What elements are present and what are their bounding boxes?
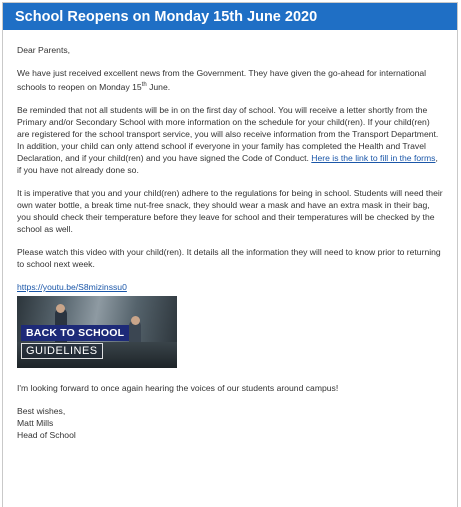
paragraph-regulations: It is imperative that you and your child(ren) adhere to the regulations for being in school. Students will need their own water bottle, a break time nut-free snack, they should wear a mask and have an extra mask in their bag, you should check their temperature before they leave for school and their temperatures will be checked by the school as well. [17, 187, 443, 234]
forms-link[interactable]: Here is the link to fill in the forms [311, 152, 436, 163]
email-header [3, 3, 457, 30]
thumbnail-figure-head [56, 304, 65, 313]
sender-name: Matt Mills [17, 417, 54, 428]
paragraph-reminder-text: Be reminded that not all students will be in on the first day of school. You will receive a letter shortly from the Primary and/or Secondary School with more information on the schedule for your child(ren). If your child(ren) are registered for the school transport service, you will also receive information from the Transport Department. In addition, your child can only attend school if everyone in your family has completed the Health and Travel Declaration, and if your child(ren) and you have signed the Code of Conduct. [17, 104, 439, 163]
greeting: Dear Parents, [17, 45, 71, 55]
thumbnail-figure-head [131, 316, 140, 325]
video-thumbnail[interactable] [17, 296, 177, 368]
paragraph-announcement-end: June. [146, 81, 171, 92]
signature-block [17, 405, 443, 441]
paragraph-closing: I'm looking forward to once again hearing the voices of our students around campus! [17, 382, 339, 393]
thumbnail-caption-top: BACK TO SCHOOL [21, 325, 129, 341]
paragraph-reminder-end: , if you have not already done so. [17, 152, 438, 175]
paragraph-announcement [17, 67, 443, 93]
sender-title: Head of School [17, 429, 76, 440]
paragraph-reminder [17, 104, 443, 176]
email-body [3, 30, 457, 441]
paragraph-announcement-text: We have just received excellent news from the Government. They have given the go-ahead for international schools to reopen on Monday 15 [17, 68, 427, 92]
signoff: Best wishes, [17, 405, 66, 416]
email-container [2, 2, 458, 507]
thumbnail-caption-bottom: GUIDELINES [21, 343, 103, 359]
paragraph-video-intro: Please watch this video with your child(ren). It details all the information they will need to know prior to returning to school next week. [17, 246, 441, 269]
ordinal-suffix: th [141, 82, 147, 88]
video-link[interactable]: https://youtu.be/S8mizinssu0 [17, 281, 127, 292]
email-title: School Reopens on Monday 15th June 2020 [15, 8, 318, 25]
